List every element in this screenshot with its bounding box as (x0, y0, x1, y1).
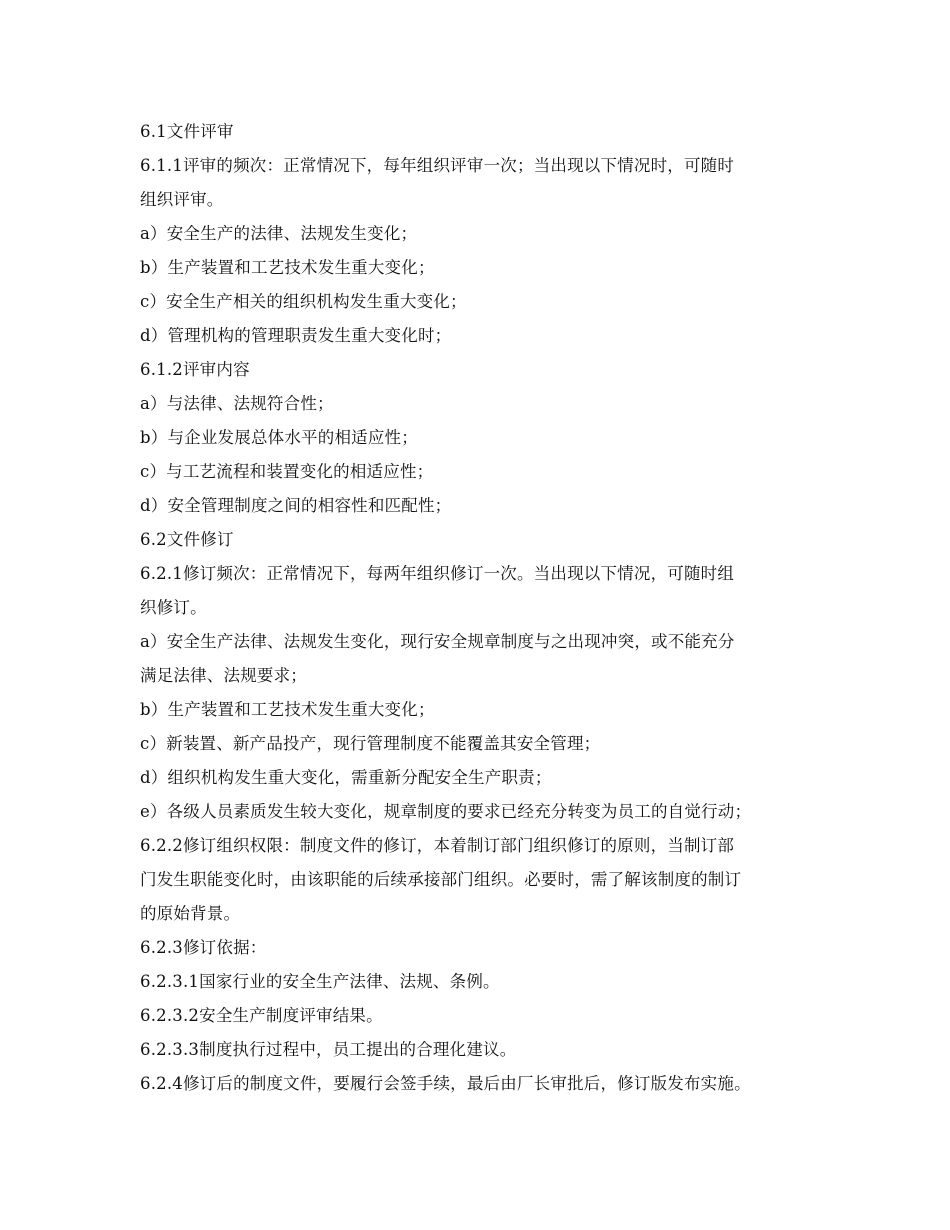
paragraph-line: 织修订。 (140, 598, 207, 617)
subsection-heading-6-2-3: 6.2.3修订依据： (140, 938, 267, 957)
subsection-heading-6-1-2: 6.1.2评审内容 (140, 360, 250, 379)
list-item: d）组织机构发生重大变化，需重新分配安全生产职责； (140, 768, 552, 787)
list-item: d）安全管理制度之间的相容性和匹配性； (140, 496, 452, 515)
list-item: b）生产装置和工艺技术发生重大变化； (140, 258, 435, 277)
paragraph-line: 6.2.3.1国家行业的安全生产法律、法规、条例。 (140, 972, 500, 991)
section-heading-6-2: 6.2文件修订 (140, 530, 234, 549)
paragraph-line: 6.2.2修订组织权限：制度文件的修订，本着制订部门组织修订的原则，当制订部 (140, 836, 735, 855)
list-item: c）与工艺流程和装置变化的相适应性； (140, 462, 434, 481)
list-item: e）各级人员素质发生较大变化，规章制度的要求已经充分转变为员工的自觉行动； (140, 802, 752, 821)
list-item: a）安全生产的法律、法规发生变化； (140, 224, 418, 243)
list-item: b）生产装置和工艺技术发生重大变化； (140, 700, 435, 719)
list-item: 满足法律、法规要求； (140, 666, 307, 685)
list-item: b）与企业发展总体水平的相适应性； (140, 428, 418, 447)
list-item: d）管理机构的管理职责发生重大变化时； (140, 326, 452, 345)
list-item: a）与法律、法规符合性； (140, 394, 334, 413)
list-item: c）新装置、新产品投产，现行管理制度不能覆盖其安全管理； (140, 734, 601, 753)
paragraph-line: 门发生职能变化时，由该职能的后续承接部门组织。必要时，需了解该制度的制订 (140, 870, 742, 889)
paragraph-line: 的原始背景。 (140, 904, 241, 923)
list-item: c）安全生产相关的组织机构发生重大变化； (140, 292, 467, 311)
paragraph-line: 6.2.3.3制度执行过程中，员工提出的合理化建议。 (140, 1040, 517, 1059)
paragraph-line: 组织评审。 (140, 190, 224, 209)
document-body (140, 115, 830, 1101)
paragraph-line: 6.1.1评审的频次：正常情况下，每年组织评审一次；当出现以下情况时，可随时 (140, 156, 735, 175)
section-heading-6-1: 6.1文件评审 (140, 122, 234, 141)
list-item: a）安全生产法律、法规发生变化，现行安全规章制度与之出现冲突，或不能充分 (140, 632, 735, 651)
paragraph-line: 6.2.4修订后的制度文件，要履行会签手续，最后由厂长审批后，修订版发布实施。 (140, 1074, 751, 1093)
paragraph-line: 6.2.3.2安全生产制度评审结果。 (140, 1006, 383, 1025)
paragraph-line: 6.2.1修订频次：正常情况下，每两年组织修订一次。当出现以下情况，可随时组 (140, 564, 735, 583)
